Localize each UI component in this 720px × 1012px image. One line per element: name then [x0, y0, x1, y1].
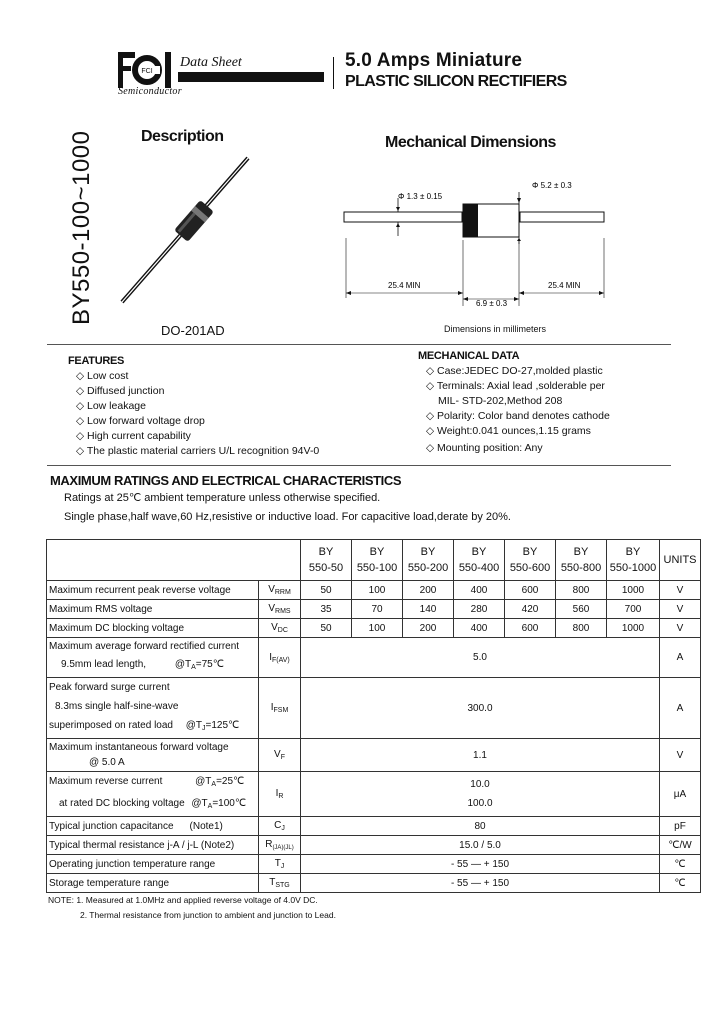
- list-item: ◇ Terminals: Axial lead ,solderable per: [426, 380, 605, 392]
- part-header: BY 550-100: [352, 540, 403, 581]
- body-length-label: 6.9 ± 0.3: [476, 299, 508, 308]
- table-row: Maximum RMS voltage $V_{RMS}$ 35 70 140 280 420 560 700 V: [47, 600, 701, 619]
- list-item: ◇ Mounting position: Any: [426, 442, 543, 454]
- header-blank: [47, 540, 301, 581]
- diamond-bullet-icon: ◇: [426, 365, 435, 377]
- load-note: Single phase,half wave,60 Hz,resistive or inductive load. For capacitive load,derate by 20%.: [64, 511, 511, 523]
- diode-drawing: [110, 150, 260, 310]
- lead-length-left-label: 25.4 MIN: [388, 281, 421, 290]
- table-row: Operating junction temperature range $T_J$ - 55 — + 150 ℃: [47, 855, 701, 874]
- table-row: Maximum reverse current $@T_A=25℃$ at rated DC blocking voltage $@T_A=100℃$ $I_R$ 10.0 100.0 μA: [47, 772, 701, 817]
- units-header: UNITS: [660, 540, 701, 581]
- table-row: Maximum DC blocking voltage $V_{DC}$ 50 100 200 400 600 800 1000 V: [47, 619, 701, 638]
- header-bar: [178, 72, 324, 82]
- diamond-bullet-icon: ◇: [76, 445, 85, 457]
- section-divider-top: [47, 344, 671, 345]
- part-header: BY 550-50: [301, 540, 352, 581]
- company-logo: [118, 52, 176, 88]
- table-row: Peak forward surge current 8.3ms single half-sine-wave superimposed on rated load $@T_J=125℃$ $I_{FSM}$ 300.0 A: [47, 678, 701, 739]
- diamond-bullet-icon: ◇: [76, 385, 85, 397]
- data-sheet-label: Data Sheet: [180, 55, 242, 70]
- footnote-2: 2. Thermal resistance from junction to ambient and junction to Lead.: [80, 910, 336, 920]
- features-heading: FEATURES: [68, 355, 125, 367]
- features-list: [76, 369, 319, 459]
- list-item: ◇ Low cost: [76, 370, 129, 382]
- lead-diameter-label: Φ 1.3 ± 0.15: [398, 192, 443, 201]
- product-subtitle: PLASTIC SILICON RECTIFIERS: [345, 73, 567, 90]
- table-row: Maximum average forward rectified current 9.5mm lead length, $@T_A=75℃$ $I_{F(AV)}$ 5.0 A: [47, 638, 701, 678]
- list-item: ◇ Polarity: Color band denotes cathode: [426, 410, 610, 422]
- part-header: BY 550-1000: [607, 540, 660, 581]
- list-item: ◇ Weight:0.041 ounces,1.15 grams: [426, 425, 591, 437]
- footnote-1: NOTE: 1. Measured at 1.0MHz and applied reverse voltage of 4.0V DC.: [48, 895, 318, 905]
- list-item: ◇ High current capability: [76, 430, 191, 442]
- ratings-heading: MAXIMUM RATINGS AND ELECTRICAL CHARACTERISTICS: [50, 473, 402, 488]
- list-item: ◇ Low forward voltage drop: [76, 415, 205, 427]
- diamond-bullet-icon: ◇: [426, 442, 435, 454]
- table-row: Typical junction capacitance (Note1) $C_J$ 80 pF: [47, 817, 701, 836]
- description-heading: Description: [141, 128, 224, 145]
- diamond-bullet-icon: ◇: [76, 430, 85, 442]
- mechanical-dimension-drawing: [340, 178, 610, 308]
- table-row: Maximum instantaneous forward voltage @ 5.0 A $V_F$ 1.1 V: [47, 739, 701, 772]
- part-header: BY 550-600: [505, 540, 556, 581]
- logo-text: FCI: [141, 68, 153, 75]
- diamond-bullet-icon: ◇: [426, 425, 435, 437]
- diamond-bullet-icon: ◇: [76, 415, 85, 427]
- part-range-vertical: BY550-100~1000: [68, 130, 95, 325]
- list-item: ◇ The plastic material carriers U/L recognition 94V-0: [76, 445, 320, 457]
- package-label: DO-201AD: [161, 323, 225, 338]
- table-header-row: [47, 540, 701, 581]
- table-row: Maximum recurrent peak reverse voltage $V_{RRM}$ 50 100 200 400 600 800 1000 V: [47, 581, 701, 600]
- ratings-table: [46, 539, 701, 893]
- table-row: Storage temperature range $T_{STG}$ - 55 — + 150 ℃: [47, 874, 701, 893]
- footnotes: [48, 893, 336, 923]
- part-header: BY 550-800: [556, 540, 607, 581]
- part-header: BY 550-200: [403, 540, 454, 581]
- product-title: 5.0 Amps Miniature: [345, 50, 523, 71]
- mechanical-dimensions-heading: Mechanical Dimensions: [385, 134, 556, 151]
- ratings-note: Ratings at 25℃ ambient temperature unless otherwise specified.: [64, 492, 381, 504]
- diamond-bullet-icon: ◇: [76, 370, 85, 382]
- mechanical-data-heading: MECHANICAL DATA: [418, 350, 520, 362]
- list-item: MIL- STD-202,Method 208: [438, 395, 563, 407]
- diamond-bullet-icon: ◇: [76, 400, 85, 412]
- section-divider-bottom: [47, 465, 671, 466]
- dimension-units-note: Dimensions in millimeters: [444, 324, 547, 334]
- list-item: ◇ Case:JEDEC DO-27,molded plastic: [426, 365, 603, 377]
- header-divider: [333, 57, 334, 89]
- diamond-bullet-icon: ◇: [426, 410, 435, 422]
- semiconductor-label: Semiconductor: [118, 86, 182, 97]
- mechanical-data-list: [426, 364, 610, 456]
- fci-logo-icon: [118, 52, 176, 88]
- lead-length-right-label: 25.4 MIN: [548, 281, 581, 290]
- list-item: ◇ Diffused junction: [76, 385, 165, 397]
- table-row: Typical thermal resistance j-A / j-L (Note2) $R_{(JA)(JL)}$ 15.0 / 5.0 ℃/W: [47, 836, 701, 855]
- diamond-bullet-icon: ◇: [426, 380, 435, 392]
- list-item: ◇ Low leakage: [76, 400, 146, 412]
- part-header: BY 550-400: [454, 540, 505, 581]
- body-diameter-label: Φ 5.2 ± 0.3: [532, 181, 572, 190]
